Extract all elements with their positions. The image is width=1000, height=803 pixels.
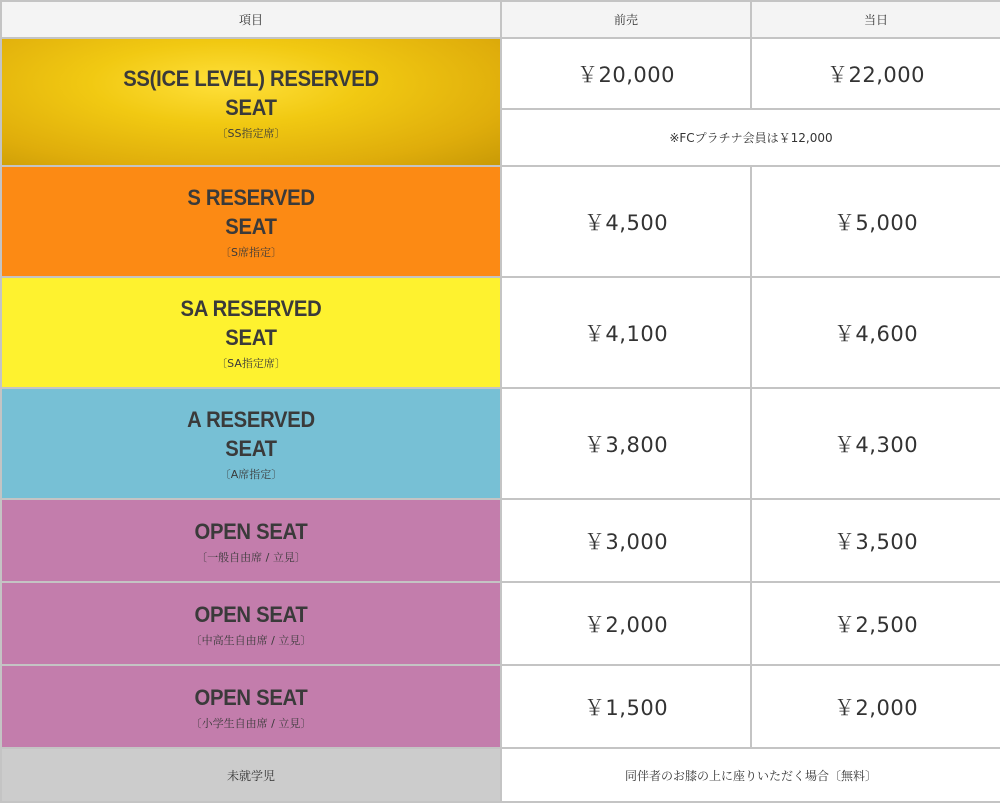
seat-title: SS(ICE LEVEL) RESERVED: [123, 65, 379, 91]
price-door: ￥2,500: [751, 582, 1000, 665]
price-advance: ￥3,800: [501, 388, 751, 499]
table-row: [1, 499, 1000, 582]
table-row: [1, 665, 1000, 748]
price-door: ￥5,000: [751, 166, 1000, 277]
price-door: ￥22,000: [751, 38, 1000, 109]
seat-title: OPEN SEAT: [194, 518, 308, 544]
fc-platinum-note: ※FCプラチナ会員は￥12,000: [501, 109, 1000, 166]
seat-title: OPEN SEAT: [194, 684, 308, 710]
seat-subtitle: 〔小学生自由席 / 立見〕: [190, 716, 312, 730]
seat-title: S RESERVED: [187, 185, 315, 210]
seat-title: SEAT: [225, 325, 277, 350]
table-row: [1, 582, 1000, 665]
seat-label-s: [1, 166, 501, 277]
price-door: ￥2,000: [751, 665, 1000, 748]
preschool-label: 未就学児: [1, 748, 501, 802]
price-door: ￥4,300: [751, 388, 1000, 499]
seat-label-open-student: [1, 582, 501, 665]
table-row: [1, 38, 1000, 109]
header-row: [1, 1, 1000, 38]
header-item: 項目: [1, 1, 501, 38]
price-door: ￥4,600: [751, 277, 1000, 388]
price-advance: ￥3,000: [501, 499, 751, 582]
price-advance: ￥1,500: [501, 665, 751, 748]
preschool-note: 同伴者のお膝の上に座りいただく場合〔無料〕: [501, 748, 1000, 802]
price-advance: ￥2,000: [501, 582, 751, 665]
seat-label-sa: [1, 277, 501, 388]
seat-title: SEAT: [225, 214, 277, 239]
seat-subtitle: 〔一般自由席 / 立見〕: [196, 550, 306, 564]
seat-title: SEAT: [225, 436, 277, 461]
seat-subtitle: 〔SS指定席〕: [216, 126, 286, 140]
header-door: 当日: [751, 1, 1000, 38]
seat-subtitle: 〔S席指定〕: [220, 246, 282, 259]
seat-label-open-general: [1, 499, 501, 582]
price-door: ￥3,500: [751, 499, 1000, 582]
table-row: [1, 166, 1000, 277]
seat-label-a: [1, 388, 501, 499]
table-row: [1, 748, 1000, 802]
header-advance: 前売: [501, 1, 751, 38]
table-row: [1, 277, 1000, 388]
seat-label-ss: [1, 38, 501, 166]
seat-title: A RESERVED: [187, 407, 315, 432]
seat-title: SEAT: [225, 94, 277, 120]
seat-subtitle: 〔中高生自由席 / 立見〕: [190, 633, 312, 647]
price-advance: ￥4,500: [501, 166, 751, 277]
seat-label-open-elementary: [1, 665, 501, 748]
seat-subtitle: 〔SA指定席〕: [216, 357, 286, 370]
seat-title: OPEN SEAT: [194, 601, 308, 627]
table-row: [1, 388, 1000, 499]
price-advance: ￥4,100: [501, 277, 751, 388]
seat-title: SA RESERVED: [180, 296, 322, 321]
seat-subtitle: 〔A席指定〕: [219, 468, 283, 481]
price-advance: ￥20,000: [501, 38, 751, 109]
